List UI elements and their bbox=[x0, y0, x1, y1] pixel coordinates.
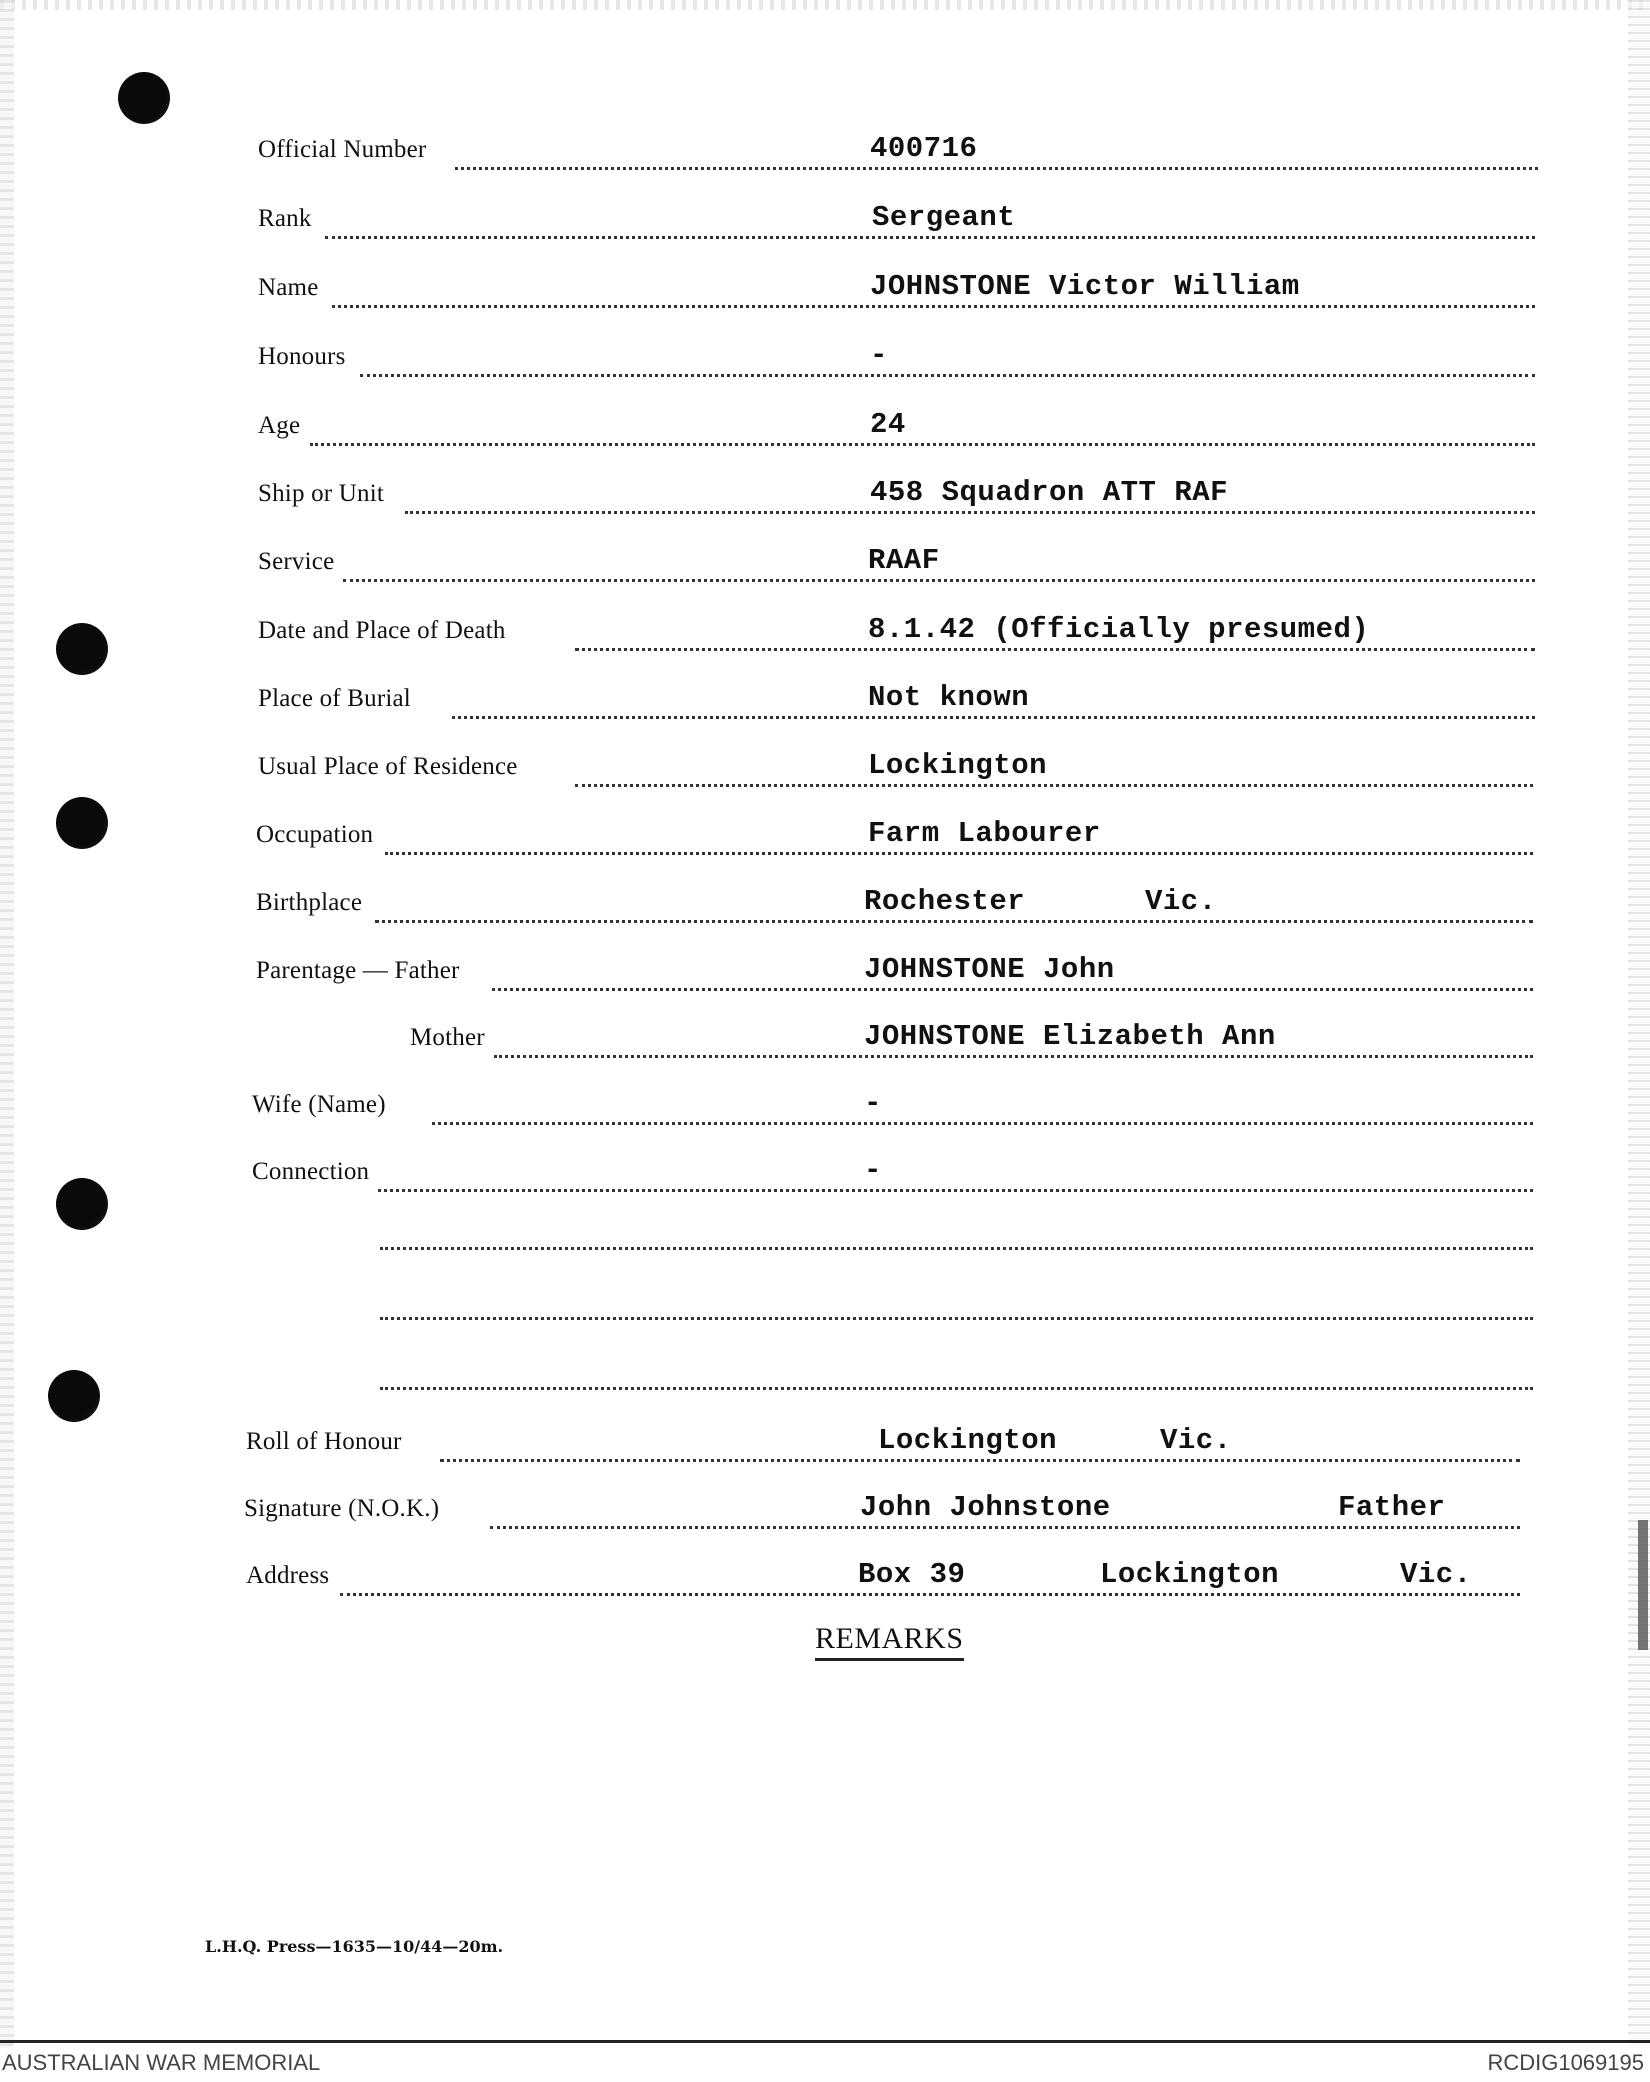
field-label: Ship or Unit bbox=[258, 480, 385, 507]
field-label: Connection bbox=[252, 1158, 370, 1185]
field-roll-of-honour bbox=[0, 1424, 1650, 1488]
field-label: Date and Place of Death bbox=[258, 617, 506, 644]
remarks-heading: REMARKS bbox=[815, 1622, 964, 1661]
dotted-line bbox=[432, 1122, 1533, 1125]
field-connection bbox=[0, 1154, 1650, 1218]
field-honours bbox=[0, 339, 1650, 403]
dotted-line bbox=[492, 988, 1533, 991]
dotted-line bbox=[494, 1055, 1533, 1058]
field-value: 24 bbox=[870, 408, 906, 441]
dotted-line bbox=[375, 920, 1533, 923]
field-name bbox=[0, 270, 1650, 334]
dotted-line bbox=[455, 167, 1538, 170]
field-signature bbox=[0, 1491, 1650, 1555]
field-occupation bbox=[0, 817, 1650, 881]
dotted-line bbox=[405, 511, 1535, 514]
field-value-secondary: Father bbox=[1338, 1491, 1446, 1524]
field-label: Rank bbox=[258, 205, 312, 232]
blank-line bbox=[380, 1387, 1533, 1390]
field-label: Occupation bbox=[256, 821, 374, 848]
field-value: Rochester bbox=[864, 885, 1026, 918]
field-value-secondary: Vic. bbox=[1160, 1424, 1232, 1457]
field-place-of-burial bbox=[0, 681, 1650, 745]
dotted-line bbox=[340, 1593, 1520, 1596]
field-label: Usual Place of Residence bbox=[258, 753, 518, 780]
field-official-number bbox=[0, 132, 1650, 196]
dotted-line bbox=[360, 374, 1535, 377]
field-value: Lockington bbox=[868, 749, 1048, 782]
scan-edge-top bbox=[0, 0, 1650, 10]
field-label: Honours bbox=[258, 343, 346, 370]
field-value-tertiary: Vic. bbox=[1400, 1558, 1472, 1591]
field-value-secondary: Vic. bbox=[1145, 885, 1217, 918]
field-value: 8.1.42 (Officially presumed) bbox=[868, 613, 1370, 646]
field-service bbox=[0, 544, 1650, 608]
dotted-line bbox=[452, 716, 1535, 719]
field-value: Farm Labourer bbox=[868, 817, 1101, 850]
field-birthplace bbox=[0, 885, 1650, 949]
field-label: Roll of Honour bbox=[246, 1428, 402, 1455]
field-label: Age bbox=[258, 412, 301, 439]
field-father bbox=[0, 953, 1650, 1017]
field-value: 400716 bbox=[870, 132, 978, 165]
punch-hole bbox=[48, 1370, 100, 1422]
field-label: Birthplace bbox=[256, 889, 363, 916]
field-label: Official Number bbox=[258, 136, 427, 163]
field-value: JOHNSTONE Victor William bbox=[870, 270, 1300, 303]
dotted-line bbox=[490, 1526, 1520, 1529]
field-value: John Johnstone bbox=[860, 1491, 1111, 1524]
dotted-line bbox=[575, 784, 1533, 787]
field-value-secondary: Lockington bbox=[1100, 1558, 1280, 1591]
blank-line bbox=[380, 1247, 1533, 1250]
dotted-line bbox=[575, 648, 1535, 651]
field-wife bbox=[0, 1087, 1650, 1151]
dotted-line bbox=[385, 852, 1533, 855]
field-value: - bbox=[864, 1154, 882, 1187]
dotted-line bbox=[332, 305, 1535, 308]
dotted-line bbox=[310, 443, 1535, 446]
field-value: JOHNSTONE John bbox=[864, 953, 1115, 986]
field-label: Wife (Name) bbox=[252, 1091, 386, 1118]
field-ship-or-unit bbox=[0, 476, 1650, 540]
field-label: Address bbox=[246, 1562, 330, 1589]
field-value: JOHNSTONE Elizabeth Ann bbox=[864, 1020, 1276, 1053]
field-label: Service bbox=[258, 548, 335, 575]
field-rank bbox=[0, 201, 1650, 265]
blank-line bbox=[380, 1317, 1533, 1320]
dotted-line bbox=[325, 236, 1535, 239]
field-age bbox=[0, 408, 1650, 472]
dotted-line bbox=[343, 579, 1535, 582]
field-date-place-death bbox=[0, 613, 1650, 677]
field-label: Place of Burial bbox=[258, 685, 411, 712]
field-value: Sergeant bbox=[872, 201, 1016, 234]
footer-institution: AUSTRALIAN WAR MEMORIAL bbox=[2, 2050, 321, 2075]
field-value: Lockington bbox=[878, 1424, 1058, 1457]
field-value: Box 39 bbox=[858, 1558, 966, 1591]
field-label: Signature (N.O.K.) bbox=[244, 1495, 440, 1522]
punch-hole bbox=[118, 72, 170, 124]
field-value: Not known bbox=[868, 681, 1030, 714]
print-code: L.H.Q. Press—1635—10/44—20m. bbox=[205, 1937, 504, 1956]
field-value: 458 Squadron ATT RAF bbox=[870, 476, 1229, 509]
field-value: - bbox=[870, 339, 888, 372]
dotted-line bbox=[378, 1189, 1533, 1192]
field-label: Name bbox=[258, 274, 319, 301]
dotted-line bbox=[440, 1459, 1520, 1462]
field-mother bbox=[0, 1020, 1650, 1084]
field-value: RAAF bbox=[868, 544, 940, 577]
field-address bbox=[0, 1558, 1650, 1622]
bottom-rule bbox=[0, 2040, 1650, 2043]
field-value: - bbox=[864, 1087, 882, 1120]
field-label: Mother bbox=[410, 1024, 485, 1051]
field-label: Parentage — Father bbox=[256, 957, 460, 984]
footer-record-id: RCDIG1069195 bbox=[1487, 2050, 1644, 2075]
field-usual-residence bbox=[0, 749, 1650, 813]
